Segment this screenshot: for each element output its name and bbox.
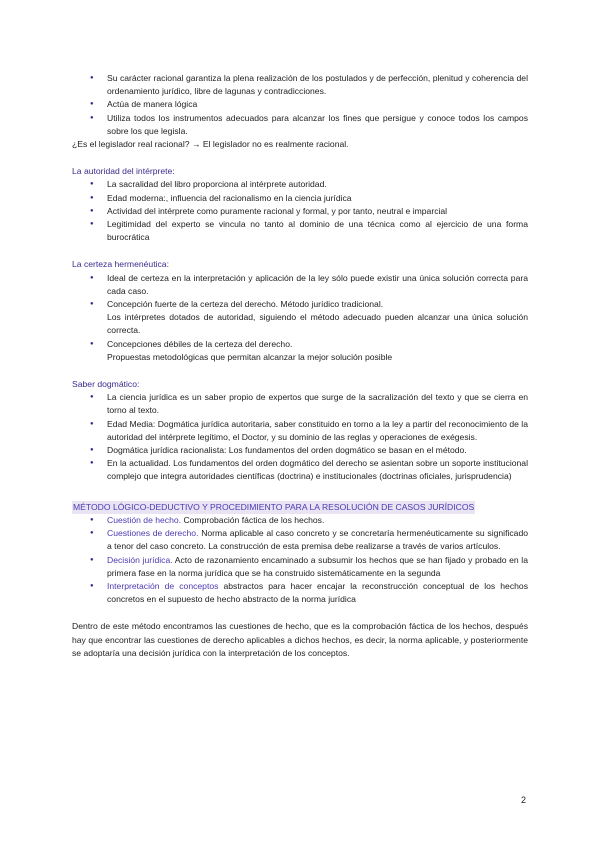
list-item-text: Acto de razonamiento encaminado a subsumir los hechos que se han fijado y probado en la primera fase en la norma jurídica que se ha construido sistemáticamente en la segunda xyxy=(107,554,528,578)
list-item-text: Norma aplicable al caso concreto y se concretaría hermenéuticamente su significado a tenor del caso concreto. La construcción de esta premisa debe realizarse a través de varios artículos. xyxy=(107,528,528,552)
list-item: ● Actividad del intérprete como puramente racional y formal, y por tanto, neutral e imparcial xyxy=(72,205,528,218)
list-item-text: Comprobación fáctica de los hechos. xyxy=(181,514,325,525)
certeza-list xyxy=(72,272,528,364)
list-item: ● Edad moderna:, influencia del racionalismo en la ciencia jurídica xyxy=(72,192,528,205)
section-heading-certeza: La certeza hermenéutica: xyxy=(72,259,169,270)
list-item xyxy=(72,580,528,606)
autoridad-list xyxy=(72,178,528,244)
list-item: ● La ciencia jurídica es un saber propio de expertos que surge de la sacralización del texto y que se cierra en torno al texto. xyxy=(72,391,528,417)
list-item: ● Su carácter racional garantiza la plena realización de los postulados y de perfección, plenitud y coherencia del ordenamiento jurídico, libre de lagunas y contradicciones. xyxy=(72,72,528,98)
list-item xyxy=(72,514,528,527)
list-item: ● Dogmática jurídica racionalista: Los fundamentos del orden dogmático se basan en el método. xyxy=(72,444,528,457)
method-section-title: MÉTODO LÓGICO-DEDUCTIVO Y PROCEDIMIENTO PARA LA RESOLUCIÓN DE CASOS JURÍDICOS xyxy=(72,501,475,514)
page-number: 2 xyxy=(521,795,527,805)
intro-list xyxy=(72,72,528,138)
list-item xyxy=(72,554,528,580)
list-item xyxy=(72,272,528,298)
summary-paragraph: Dentro de este método encontramos las cuestiones de hecho, que es la comprobación fáctica de los hechos, después hay que encontrar las cuestiones de derecho aplicables a dichos hechos, es decir, la norma aplicable, y posteriormente se adoptaría una decisión jurídica con la interpretación de los conceptos. xyxy=(72,621,528,658)
section-heading-autoridad: La autoridad del intérprete: xyxy=(72,166,175,177)
legislator-question: ¿Es el legislador real racional? → El legislador no es realmente racional. xyxy=(72,139,349,150)
list-item-term: Cuestión de hecho. xyxy=(107,514,182,525)
list-item: ● Utiliza todos los instrumentos adecuados para alcanzar los fines que persigue y conoce todos los campos sobre los que legisla. xyxy=(72,112,528,138)
list-item-text: Concepciones débiles de la certeza del derecho. xyxy=(107,338,293,349)
list-item-extra: Los intérpretes dotados de autoridad, siguiendo el método adecuado pueden alcanzar una única solución correcta. xyxy=(107,312,528,336)
list-item xyxy=(72,527,528,553)
list-item: ● Edad Media: Dogmática jurídica autoritaria, saber constituido en torno a la ley a partir del reconocimiento de la autoridad del intérprete legítimo, el Doctor, y su dominio de las reglas y operaciones de exégesis. xyxy=(72,418,528,444)
list-item: ● Actúa de manera lógica xyxy=(72,98,528,111)
list-item: ● La sacralidad del libro proporciona al intérprete autoridad. xyxy=(72,178,528,191)
list-item-text: Ideal de certeza en la interpretación y aplicación de la ley sólo puede existir una única solución correcta para cada caso. xyxy=(107,272,528,296)
list-item: ● En la actualidad. Los fundamentos del orden dogmático del derecho se asientan sobre un soporte institucional complejo que integra autoridades científicas (doctrina) e institucionales (doctrinas oficiales, jurisprudencia) xyxy=(72,457,528,483)
list-item-extra: Propuestas metodológicas que permitan alcanzar la mejor solución posible xyxy=(107,351,393,362)
list-item xyxy=(72,338,528,364)
list-item-term: Decisión jurídica. xyxy=(107,554,173,565)
list-item: ● Legitimidad del experto se vincula no tanto al dominio de una técnica como al ejercicio de una forma burocrática xyxy=(72,218,528,244)
metodo-list xyxy=(72,514,528,606)
list-item xyxy=(72,298,528,338)
list-item-text: Concepción fuerte de la certeza del derecho. Método jurídico tradicional. xyxy=(107,299,384,310)
document-page xyxy=(72,72,528,669)
dogmatico-list xyxy=(72,391,528,483)
section-heading-dogmatico: Saber dogmático: xyxy=(72,379,140,390)
list-item-term: Cuestiones de derecho. xyxy=(107,528,199,539)
list-item-term: Interpretación de conceptos xyxy=(107,580,219,591)
list-item-text: abstractos para hacer encajar la reconstrucción conceptual de los hechos concretos en el supuesto de hecho abstracto de la norma jurídica xyxy=(107,580,528,605)
